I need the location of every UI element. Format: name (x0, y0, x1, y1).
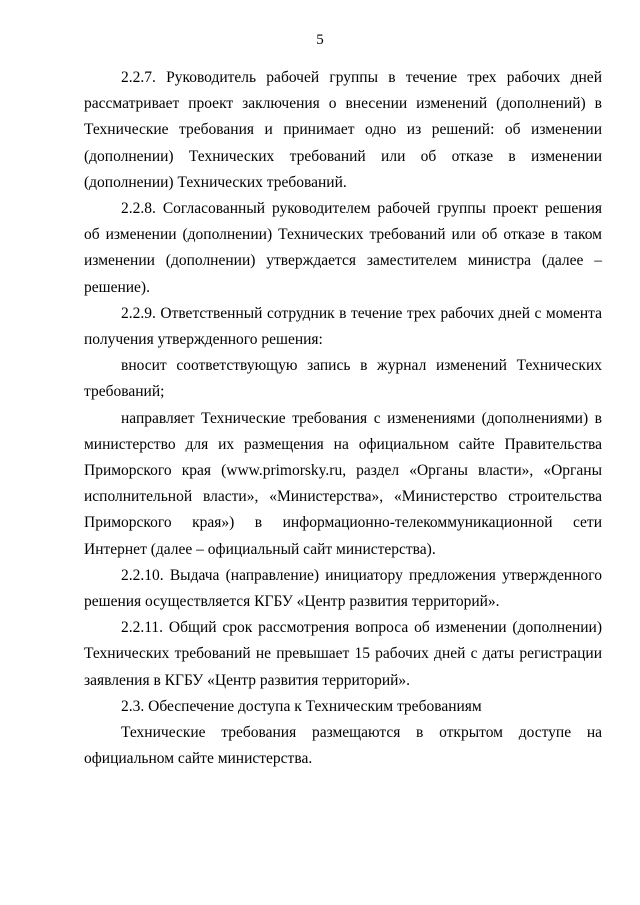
paragraph-2-2-11: 2.2.11. Общий срок рассмотрения вопроса об изменении (дополнении) Технических требований не превышает 15 рабочих дней с даты регистрации заявления в КГБУ «Центр развития территорий». (84, 619, 602, 689)
paragraph-2-2-7: 2.2.7. Руководитель рабочей группы в течение трех рабочих дней рассматривает проект заключения о внесении изменений (дополнений) в Технические требования и принимает одно из решений: об изменении (дополнении) Технических требований или об отказе в изменении (дополнении) Технических требований. (84, 69, 602, 191)
section-heading-2-3: 2.3. Обеспечение доступа к Техническим требованиям (121, 697, 482, 715)
paragraph-record-entry: вносит соответствующую запись в журнал изменений Технических требований; (84, 357, 602, 401)
page-number: 5 (316, 32, 324, 48)
paragraph-2-2-10: 2.2.10. Выдача (направление) инициатору предложения утвержденного решения осуществляется КГБУ «Центр развития территорий». (84, 566, 602, 611)
document-body (84, 65, 602, 772)
paragraph-2-2-9: 2.2.9. Ответственный сотрудник в течение трех рабочих дней с момента получения утвержденного решения: (84, 304, 602, 349)
paragraph-access: Технические требования размещаются в открытом доступе на официальном сайте министерства. (84, 724, 602, 768)
paragraph-2-2-8: 2.2.8. Согласованный руководителем рабочей группы проект решения об изменении (дополнении) Технических требований или об отказе в таком изменении (дополнении) утверждается заместителем министра (далее – решение). (84, 200, 602, 296)
paragraph-send-requirements: направляет Технические требования с изменениями (дополнениями) в министерство для их размещения на официальном сайте Правительства Приморского края (www.primorsky.ru, раздел «Органы власти», «Органы исполнительной власти», «Министерства», «Министерство строительства Приморского края») в информационно-телекоммуникационной сети Интернет (далее – официальный сайт министерства). (84, 409, 602, 558)
